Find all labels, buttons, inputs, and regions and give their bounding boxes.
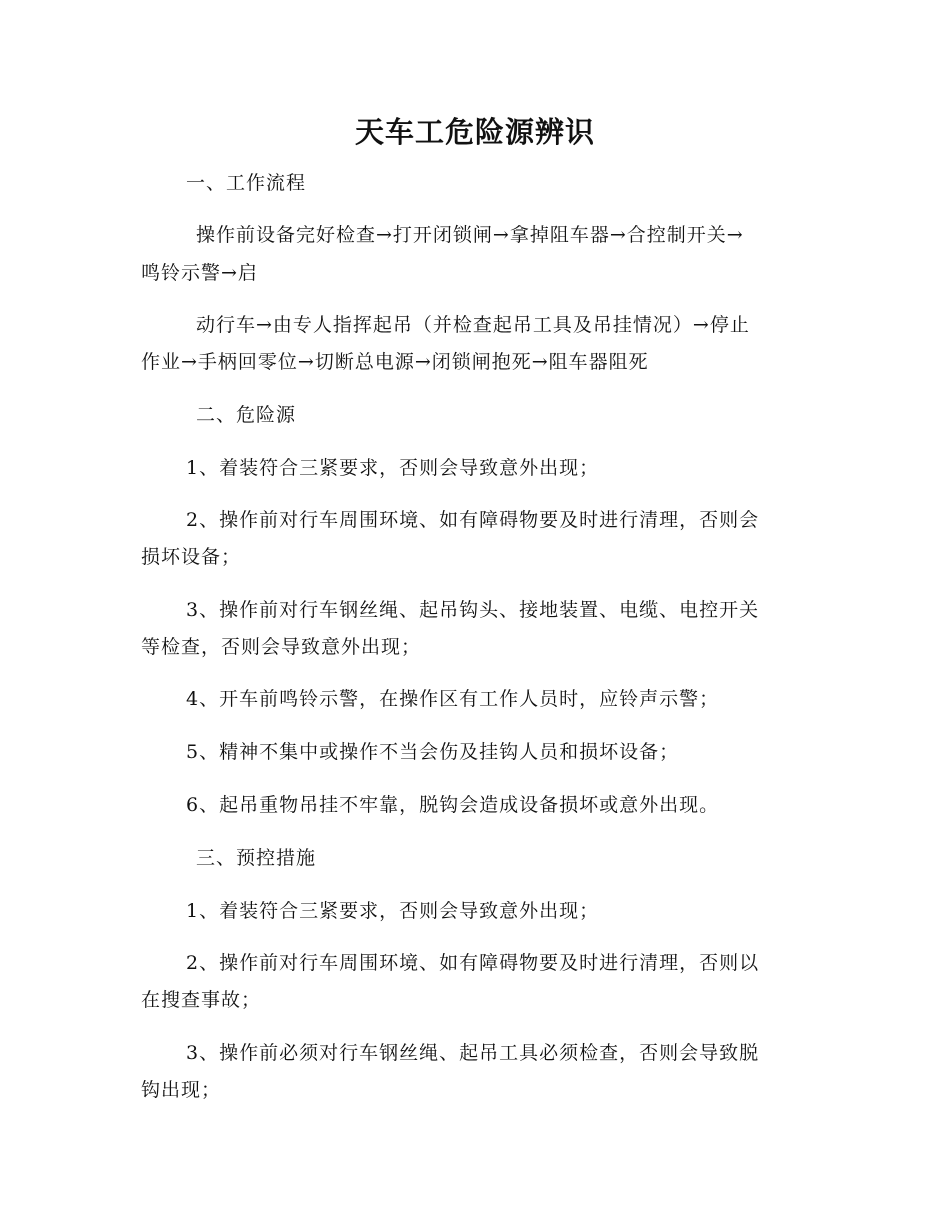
hazard-item-3-line-1: 3、操作前对行车钢丝绳、起吊钩头、接地装置、电缆、电控开关 <box>186 599 760 621</box>
hazard-item-4: 4、开车前鸣铃示警，在操作区有工作人员时，应铃声示警； <box>186 688 720 710</box>
hazard-item-2-line-2: 损坏设备； <box>141 546 242 568</box>
hazard-item-3-line-2: 等检查，否则会导致意外出现； <box>141 636 422 658</box>
hazard-item-5: 5、精神不集中或操作不当会伤及挂钩人员和损坏设备； <box>186 741 680 763</box>
hazard-item-6: 6、起吊重物吊挂不牢靠，脱钩会造成设备损坏或意外出现。 <box>186 794 720 816</box>
workflow-paragraph-1-line-1: 操作前设备完好检查→打开闭锁闸→拿掉阻车器→合控制开关→ <box>196 224 744 246</box>
control-item-3-line-2: 钩出现； <box>141 1079 222 1101</box>
workflow-paragraph-2-line-2: 作业→手柄回零位→切断总电源→闭锁闸抱死→阻车器阻死 <box>141 351 649 373</box>
control-item-3-line-1: 3、操作前必须对行车钢丝绳、起吊工具必须检查，否则会导致脱 <box>186 1042 760 1064</box>
workflow-paragraph-2-line-1: 动行车→由专人指挥起吊（并检查起吊工具及吊挂情况）→停止 <box>196 314 750 336</box>
section-heading-controls: 三、预控措施 <box>196 847 317 869</box>
control-item-2-line-2: 在搜查事故； <box>141 989 262 1011</box>
section-heading-hazards: 二、危险源 <box>196 404 297 426</box>
control-item-1: 1、着装符合三紧要求，否则会导致意外出现； <box>186 900 600 922</box>
section-heading-workflow: 一、工作流程 <box>186 172 307 194</box>
workflow-paragraph-1-line-2: 鸣铃示警→启 <box>141 262 258 284</box>
document-title: 天车工危险源辨识 <box>354 115 595 149</box>
control-item-2-line-1: 2、操作前对行车周围环境、如有障碍物要及时进行清理，否则以 <box>186 952 760 974</box>
hazard-item-1: 1、着装符合三紧要求，否则会导致意外出现； <box>186 457 600 479</box>
hazard-item-2-line-1: 2、操作前对行车周围环境、如有障碍物要及时进行清理，否则会 <box>186 509 760 531</box>
